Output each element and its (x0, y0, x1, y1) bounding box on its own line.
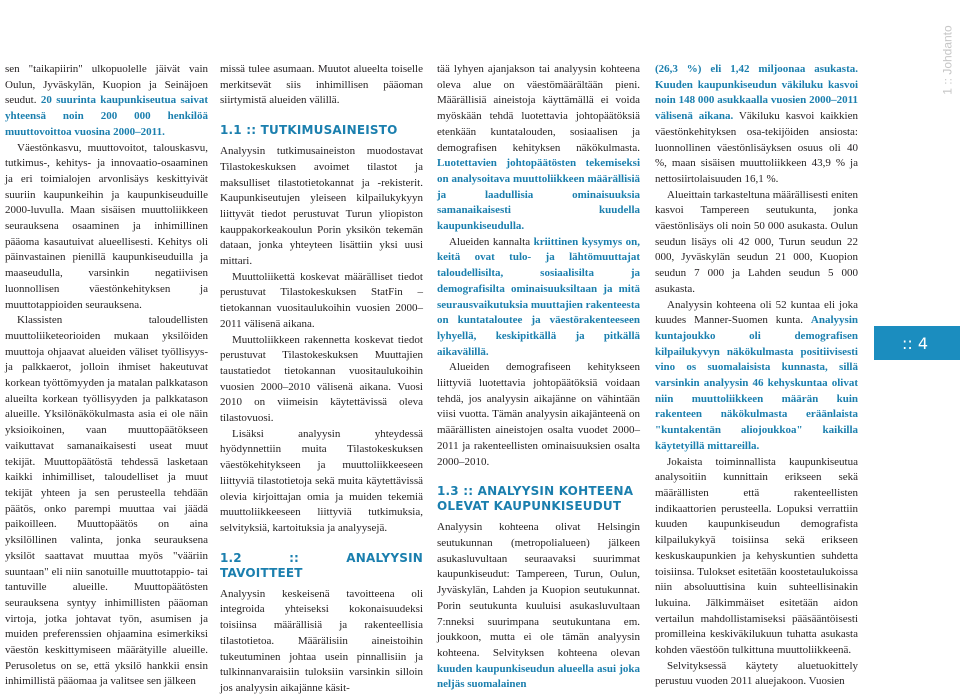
column-2 (220, 62, 423, 697)
paragraph: (26,3 %) eli 1,42 miljoonaa asukasta. Kuuden kaupunkiseudun väkiluku kasvoi noin 148 000 asukkaalla vuosien 2000–2011 välisenä aikana. Väkiluku kasvoi kaikkien väestönkehityksen osa-tekijöiden ansiosta: luonnollinen väestönlisäyksen osuus oli 40 %, maan sisäisen muuttoliikkeen 43,9 % ja nettosiirtolaisuuden 16,1 %. (655, 63, 858, 185)
paragraph: Analyysin keskeisenä tavoitteena oli integroida yhteiseksi kokonaisuudeksi toisiinsa määrällisiä ja rakenteellisia tilastotietoa. Määrälisiin aineistoihin tukeutuminen johtaa usein pinnallisiin ja tulkinnanvaraisiin tuloksiin varsinkin silloin jos analyysin aikajänne käsit- (220, 587, 423, 694)
paragraph: Analyysin kohteena oli 52 kuntaa eli joka kuudes Manner-Suomen kunta. Analyysin kuntajoukko oli demografisen kilpailukyvyn näkökulmasta positiivisesti vino os suomalaisista kunnasta, sillä varsinkin analyysin 46 kehyskuntaa olivat niin muuttoliikkeen määrän kuin rakenteen näkökulmasta eräänlaista "kuntakentän aliojoukkoa" kaikilla käytetyillä mittareilla. (655, 298, 858, 452)
column-3 (437, 62, 640, 693)
side-label (936, 0, 960, 120)
paragraph: Alueiden demografiseen kehitykseen liittyviä luotettavia johtopäätöksiä voidaan tehdä, jos analyysin aikajänne on vähintään viisi vuotta. Tämän analyysin aikajänteenä on määrällisten aineistojen osalta vuodet 2000–2011 ja rakenteellisten ominaisuuksien osalta 2000–2010. (437, 361, 640, 468)
paragraph: Lisäksi analyysin yhteydessä hyödynnettiin muita Tilastokeskuksen väestökehitykseen ja muuttoliikkeeseen liittyviä tilastotietoja sekä muita käytettävissä olevia kirjoittajan omia ja muiden tekemiä muuttoliikkeeseen liittyviä tutkimuksia, selvityksiä, kartoituksia ja analyysejä. (220, 427, 423, 534)
column-4 (655, 62, 858, 690)
paragraph: Jokaista toiminnallista kaupunkiseutua analysoitiin kunnittain erikseen sekä määrällisten että rakenteellisten indikaattorien perusteella. Lopuksi verrattiin kuuden kaupunkiseudun demografista kilpailukykyä toisiinsa sekä erikseen keskuskaupunkien ja kehyskuntien suhdetta toisiinsa. Tulokset esitetään koostetaulukoissa niin absoluuttisina kuin suhteellisinakin lukuina. Jälkimmäiset esitetään aidon vertailun mahdollistamiseksi pääsääntöisesti promilleina keskiväkilukuun tuhatta asukasta kohden väestöön tulkittuna muuttoliikkeenä. (655, 455, 858, 657)
highlight-text: 20 suurinta kaupunkiseutua saivat yhteensä noin 200 000 henkilöä muuttovoittoa vuosina 2000–2011. (5, 94, 208, 138)
paragraph: missä tulee asumaan. Muutot alueelta toiselle merkitsevät siis inhimillisen pääoman siirtymistä alueiden välillä. (220, 63, 423, 107)
paragraph: Muuttoliikettä koskevat määrälliset tiedot perustuvat Tilastokeskuksen StatFin –tietokannan vuositaulukoihin vuosien 2000–2011 välisenä aikana. (220, 270, 423, 330)
highlight-text: kuuden kaupunkiseudun alueella asui joka neljäs suomalainen (437, 662, 640, 691)
paragraph: Väestönkasvu, muuttovoitot, talouskasvu, tutkimus-, kehitys- ja innovaatio-osaaminen ja eri toimialojen arvonlisäys keskittyivät suuriin kaupunkeihin ja kaupunkiseuduille 2000-luvulla. Maan sisäisen muuttoliikkeen seurauksena osaaminen ja inhimillinen pääoma kasautuivat alueellisesti. Kehitys oli päinvastainen pienillä kaupunkiseuduilla ja maaseudulla, varsinkin negatiivisen luonnollisen väestönkehityksen ja muuttotappioiden seurauksena. (5, 141, 208, 311)
paragraph: Selvityksessä käytety aluetuokittelу perustuu vuoden 2011 aluejakoon. Vuosien (655, 659, 858, 688)
paragraph: sen "taikapiirin" ulkopuolelle jäivät vain Oulun, Jyväskylän, Kuopion ja Seinäjoen seudut. 20 suurinta kaupunkiseutua saivat yhteensä noin 200 000 henkilöä muuttovoittoa vuosina 2000–2011. (5, 63, 208, 138)
highlight-text: kriittinen kysymys on, keitä ovat tulo- ja lähtömuuttajat taloudellisilta, sosiaalisilta ja demografisilta ominaisuuksiltaan ja mitä seurausvaikutuksia muuttajien rakenteesta on kuntataloutee ja väestörakenteeseen lyhyellä, keskipitkällä ja pitkällä aikavälillä. (437, 235, 640, 358)
chapter-side-label: 1 :: Johdanto (941, 25, 956, 95)
paragraph: tää lyhyen ajanjakson tai analyysin kohteena oleva alue on väestömäärältään pieni. Määrällisiä aineistoja käyttämällä ei voida myöskään tehdä luotettavia johtopäätöksiä etenkään kuntatalouden, sosiaalisen ja demografisen kehityksen näkökulmasta. Luotettavien johtopäätösten tekemiseksi on analysoitava muuttoliikkeen määrällisiä ja laadullisia ominaisuuksia samanaikaisesti kuudella kaupunkiseudulla. (437, 63, 640, 233)
section-heading: 1.3 :: ANALYYSIN KOHTEENA OLEVAT KAUPUNKISEUDUT (437, 484, 634, 514)
paragraph: Analyysin tutkimusaineiston muodostavat Tilastokeskuksen avoimet tilastot ja maksulliset tilastotietokannat ja -rekisterit. Kaupunkiseutujen yleiseen kilpailukykyyn liittyvät tiedot perustuvat Turun yliopiston kauppakorkeakoulun Porin yksikön tekemän dataan, jonka yhteyteen lisättiin yksi uusi mittari. (220, 145, 423, 268)
paragraph: Alueittain tarkasteltuna määrällisesti eniten kasvoi Tampereen seutukunta, jonka väestönlisäys oli noin 50 000 asukasta. Oulun seudun lisäys oli 42 000, Turun seudun 22 000, Jyväskylän seudun 21 000, Kuopion seudun 7 000 ja Lahden seudun 5 000 asukasta. (655, 188, 858, 295)
highlight-text: Analyysin kuntajoukko oli demografisen kilpailukyvyn näkökulmasta positiivisesti vino os suomalaisista kunnasta, sillä varsinkin analyysin 46 kehyskuntaa olivat niin muuttoliikkeen määrän kuin rakenteen näkökulmasta eräänlaista "kuntakentän aliojoukkoa" kaikilla käytetyillä mittareilla. (655, 314, 858, 452)
column-1 (5, 62, 208, 690)
page-number: :: 4 (902, 333, 929, 353)
section-heading: 1.2 :: ANALYYSIN TAVOITTEET (220, 550, 423, 580)
paragraph: Analyysin kohteena olivat Helsingin seutukunnan (metropolialueen) jälkeen asukasluvultaan seuraavaksi suurimmat kaupunkiseudut: Tampereen, Turun, Oulun, Jyväskylän, Lahden ja Kuopion seutukunnat. Porin seutukunta kuuluisi asukasluvultaan 7:nneksi suurimpana seutukuntana em. joukkoon, mutta ei ole tämän analyysin kohteena. Selvityksen kohteena olevan kuuden kaupunkiseudun alueella asui joka neljäs suomalainen (437, 521, 640, 691)
paragraph: Alueiden kannalta kriittinen kysymys on, keitä ovat tulo- ja lähtömuuttajat taloudellisilta, sosiaalisilta ja demografisilta ominaisuuksiltaan ja mitä seurausvaikutuksia muuttajien rakenteesta on kuntataloutee ja väestörakenteeseen lyhyellä, keskipitkällä ja pitkällä aikavälillä. (437, 235, 640, 358)
section-heading: 1.1 :: TUTKIMUSAINEISTO (220, 123, 398, 138)
page-number-badge (874, 326, 960, 360)
paragraph: Klassisten taloudellisten muuttoliiketeorioiden mukaan yksilöiden muuttoja ohjaavat alueiden väliset työllisyys- ja palkkaerot, jolloin ihmiset hakeutuvat korkean työttömyyden ja matalan palkkatason alueilta korkean työllisyyden ja palkkatason alueille. Yksilönäkökulmasta asia ei ole näin yksioikoinen, vaan muuttopäätökseen vaikuttavat samanaikaisesti useat muut tekijät. Muuttopäätöstä tehdessä lasketaan kaikki inhimilliset, taloudelliset ja muut tekijät yhteen ja sen perusteella tehdään päätös, onko parempi muuttaa vai jäädä paikoilleen. Muuttopäätös on aina yksilöllinen valinta, jonka seurauksena yksilöt saattavat muuttaa myös "vääriin suuntaan" eli niin sanotuille muuttotappio- tai tantuville alueille. Muuttopäätösten seurauksena syntyy inhimillisten pääoman virtoja, jotka johtavat työn, asumisen ja muiden preferenssien ohjaamina esimerkiksi väestön keskittymiseen määrätyille alueille. Perusoletus on se, että yksilö hankkii ensin inhimillistä pääomaa ja valitsee sen jälkeen (5, 314, 208, 688)
paragraph: Muuttoliikkeen rakennetta koskevat tiedot perustuvat Tilastokeskuksen Muuttajien taustatiedot tietokannan vuositaulukoihin vuosien 2000–2010 välisenä aikana. Vuosi 2010 on viimeisin käytettävissä oleva tilastovuosi. (220, 333, 423, 425)
highlight-text: (26,3 %) eli 1,42 miljoonaa asukasta. Kuuden kaupunkiseudun väkiluku kasvoi noin 148 000 asukkaalla vuosien 2000–2011 välisenä aikana. (655, 63, 858, 123)
highlight-text: Luotettavien johtopäätösten tekemiseksi on analysoitava muuttoliikkeen määrällisiä ja laadullisia ominaisuuksia samanaikaisesti kuudella kaupunkiseudulla. (437, 157, 640, 233)
